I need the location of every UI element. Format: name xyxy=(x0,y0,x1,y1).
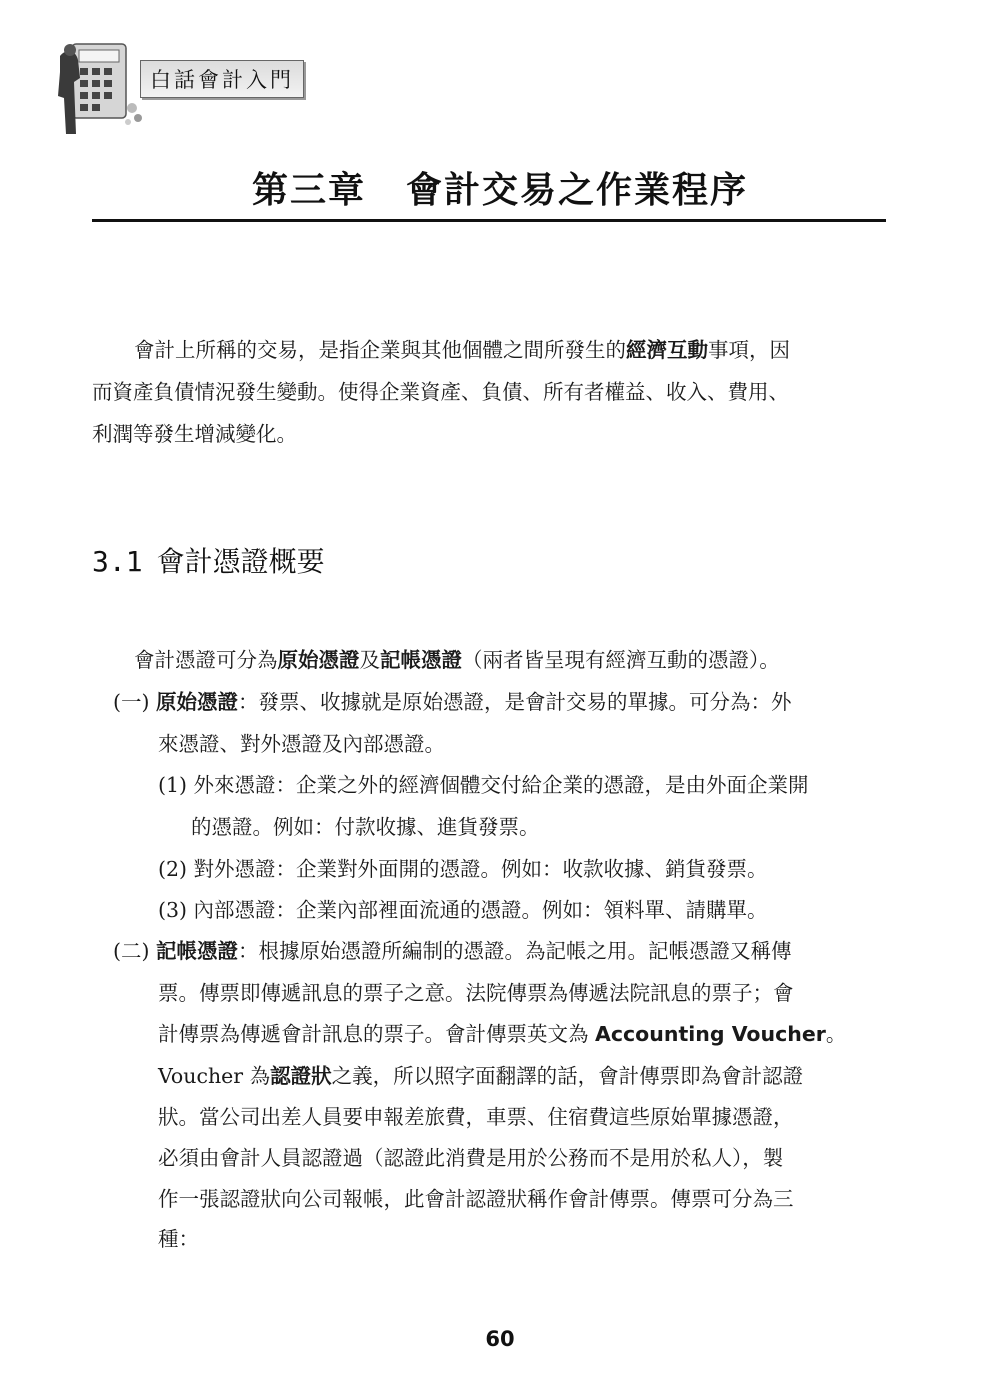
bookkeeping-line-7: 作一張認證狀向公司報帳，此會計認證狀稱作會計傳票。傳票可分為三 xyxy=(158,1187,794,1211)
sub-item-internal-voucher: (3) 內部憑證：企業內部裡面流通的憑證。例如：領料單、請購單。 xyxy=(158,898,768,922)
bookkeeping-line-8: 種： xyxy=(158,1227,199,1251)
bookkeeping-line-4: Voucher 為認證狀之義，所以照字面翻譯的話，會計傳票即為會計認證 xyxy=(158,1064,804,1088)
sub-item-external-voucher: (1) 外來憑證：企業之外的經濟個體交付給企業的憑證，是由外面企業開 xyxy=(158,773,809,797)
section-heading: 3.1 會計憑證概要 xyxy=(92,545,325,578)
bookkeeping-line-6: 必須由會計人員認證過（認證此消費是用於公務而不是用於私人），製 xyxy=(158,1146,784,1170)
sub-item-outgoing-voucher: (2) 對外憑證：企業對外面開的憑證。例如：收款收據、銷貨發票。 xyxy=(158,857,768,881)
intro-line-1: 會計上所稱的交易，是指企業與其他個體之間所發生的經濟互動事項，因 xyxy=(134,338,790,362)
book-title-label: 白話會計入門 xyxy=(140,60,304,98)
page-number: 60 xyxy=(485,1327,515,1351)
bookkeeping-line-3: 計傳票為傳遞會計訊息的票子。會計傳票英文為 Accounting Voucher。 xyxy=(158,1022,847,1046)
title-divider xyxy=(92,219,886,222)
intro-line-3: 利潤等發生增減變化。 xyxy=(92,422,297,446)
chapter-number: 第三章 xyxy=(251,170,366,211)
list-item-original-voucher-cont: 來憑證、對外憑證及內部憑證。 xyxy=(158,732,445,756)
bookkeeping-line-2: 票。傳票即傳遞訊息的票子之意。法院傳票為傳遞法院訊息的票子；會 xyxy=(158,981,794,1005)
intro-line-2: 而資產負債情況發生變動。使得企業資產、負債、所有者權益、收入、費用、 xyxy=(92,380,789,404)
list-item-bookkeeping-voucher: (二) 記帳憑證：根據原始憑證所編制的憑證。為記帳之用。記帳憑證又稱傳 xyxy=(113,939,792,963)
chapter-name: 會計交易之作業程序 xyxy=(406,170,749,211)
chapter-title xyxy=(0,162,1000,213)
paragraph-vouchers: 會計憑證可分為原始憑證及記帳憑證（兩者皆呈現有經濟互動的憑證）。 xyxy=(134,648,780,672)
bookkeeping-line-5: 狀。當公司出差人員要申報差旅費，車票、住宿費這些原始單據憑證， xyxy=(158,1105,794,1129)
sub-item-external-voucher-cont: 的憑證。例如：付款收據、進貨發票。 xyxy=(191,815,540,839)
list-item-original-voucher: (一) 原始憑證：發票、收據就是原始憑證，是會計交易的單據。可分為：外 xyxy=(113,690,792,714)
calculator-person-logo xyxy=(52,38,148,138)
